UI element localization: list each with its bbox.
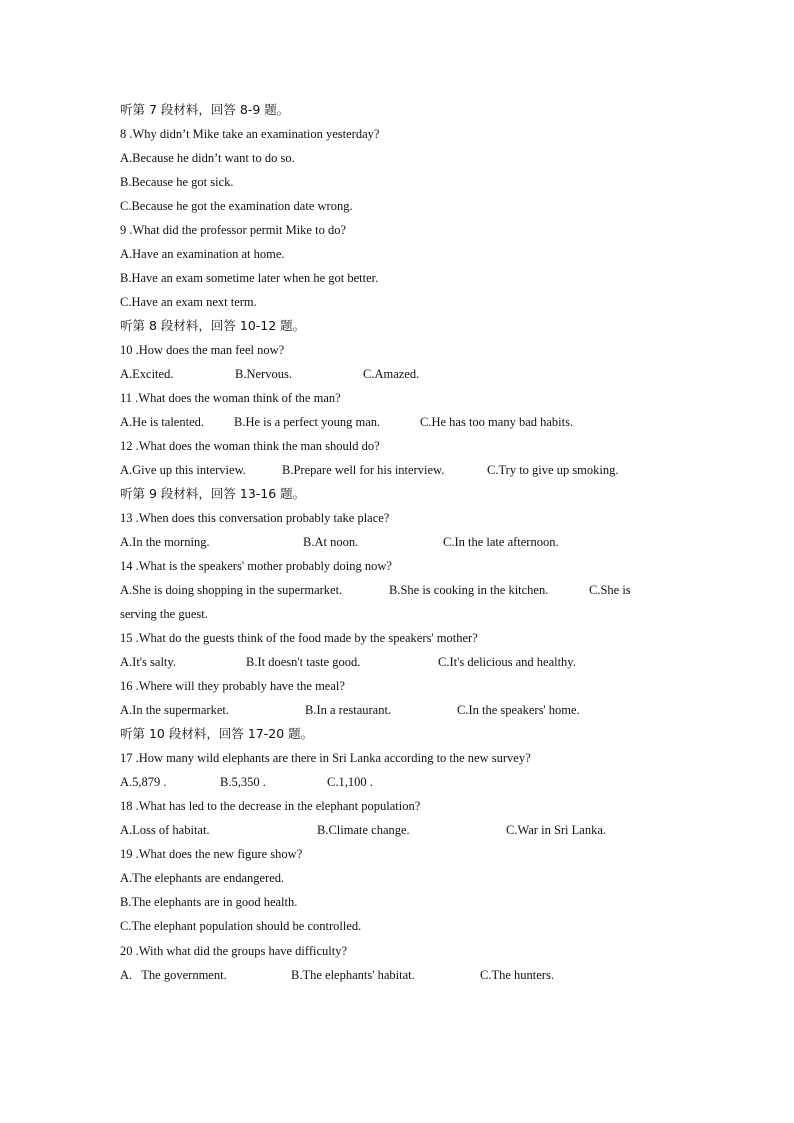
q13-option-b: B.At noon.	[303, 535, 359, 549]
q18-option-a: A.Loss of habitat.	[120, 823, 210, 837]
q16-option-b: B.In a restaurant.	[305, 703, 392, 717]
question-12: 12 .What does the woman think the man should do?	[120, 439, 380, 453]
q12-option-b: B.Prepare well for his interview.	[282, 463, 445, 477]
q14-option-a: A.She is doing shopping in the supermarket.	[120, 583, 343, 597]
q19-option-a: A.The elephants are endangered.	[120, 871, 285, 885]
q18-option-b: B.Climate change.	[317, 823, 410, 837]
section-heading-10: 听第 10 段材料，回答 17-20 题。	[120, 726, 314, 741]
q17-option-a: A.5,879 .	[120, 775, 167, 789]
q14-option-c: C.She is	[589, 583, 631, 597]
q20-option-b: B.The elephants' habitat.	[291, 968, 415, 982]
question-9: 9 .What did the professor permit Mike to do?	[120, 223, 346, 237]
q9-option-c: C.Have an exam next term.	[120, 295, 257, 309]
question-18: 18 .What has led to the decrease in the elephant population?	[120, 799, 421, 813]
question-17: 17 .How many wild elephants are there in Sri Lanka according to the new survey?	[120, 751, 531, 765]
question-16: 16 .Where will they probably have the meal?	[120, 679, 345, 693]
q20-option-a: A. The government.	[120, 968, 227, 982]
q20-option-c: C.The hunters.	[480, 968, 554, 982]
question-20: 20 .With what did the groups have difficulty?	[120, 944, 347, 958]
q19-option-b: B.The elephants are in good health.	[120, 895, 298, 909]
q8-option-a: A.Because he didn’t want to do so.	[120, 151, 295, 165]
q15-option-c: C.It's delicious and healthy.	[438, 655, 576, 669]
q15-option-b: B.It doesn't taste good.	[246, 655, 361, 669]
question-11: 11 .What does the woman think of the man?	[120, 391, 341, 405]
q13-option-c: C.In the late afternoon.	[443, 535, 559, 549]
section-heading-8: 听第 8 段材料，回答 10-12 题。	[120, 318, 306, 333]
q9-option-a: A.Have an examination at home.	[120, 247, 285, 261]
q19-option-c: C.The elephant population should be controlled.	[120, 919, 362, 933]
q9-option-b: B.Have an exam sometime later when he got better.	[120, 271, 379, 285]
q17-option-c: C.1,100 .	[327, 775, 373, 789]
q17-option-b: B.5,350 .	[220, 775, 266, 789]
question-8: 8 .Why didn’t Mike take an examination yesterday?	[120, 127, 380, 141]
q11-option-a: A.He is talented.	[120, 415, 205, 429]
q11-option-c: C.He has too many bad habits.	[420, 415, 574, 429]
q15-option-a: A.It's salty.	[120, 655, 176, 669]
q12-option-c: C.Try to give up smoking.	[487, 463, 619, 477]
q12-option-a: A.Give up this interview.	[120, 463, 246, 477]
question-19: 19 .What does the new figure show?	[120, 847, 303, 861]
q16-option-a: A.In the supermarket.	[120, 703, 229, 717]
section-heading-7: 听第 7 段材料，回答 8-9 题。	[120, 102, 290, 117]
q16-option-c: C.In the speakers' home.	[457, 703, 580, 717]
q8-option-b: B.Because he got sick.	[120, 175, 234, 189]
q11-option-b: B.He is a perfect young man.	[234, 415, 381, 429]
section-heading-9: 听第 9 段材料，回答 13-16 题。	[120, 486, 306, 501]
question-14: 14 .What is the speakers' mother probably doing now?	[120, 559, 392, 573]
q18-option-c: C.War in Sri Lanka.	[506, 823, 607, 837]
q14-option-c-continued: serving the guest.	[120, 607, 208, 621]
question-15: 15 .What do the guests think of the food made by the speakers' mother?	[120, 631, 478, 645]
question-13: 13 .When does this conversation probably take place?	[120, 511, 390, 525]
q8-option-c: C.Because he got the examination date wrong.	[120, 199, 353, 213]
question-10: 10 .How does the man feel now?	[120, 343, 285, 357]
q13-option-a: A.In the morning.	[120, 535, 210, 549]
q10-option-b: B.Nervous.	[235, 367, 292, 381]
q14-option-b: B.She is cooking in the kitchen.	[389, 583, 549, 597]
q10-option-c: C.Amazed.	[363, 367, 420, 381]
q10-option-a: A.Excited.	[120, 367, 174, 381]
